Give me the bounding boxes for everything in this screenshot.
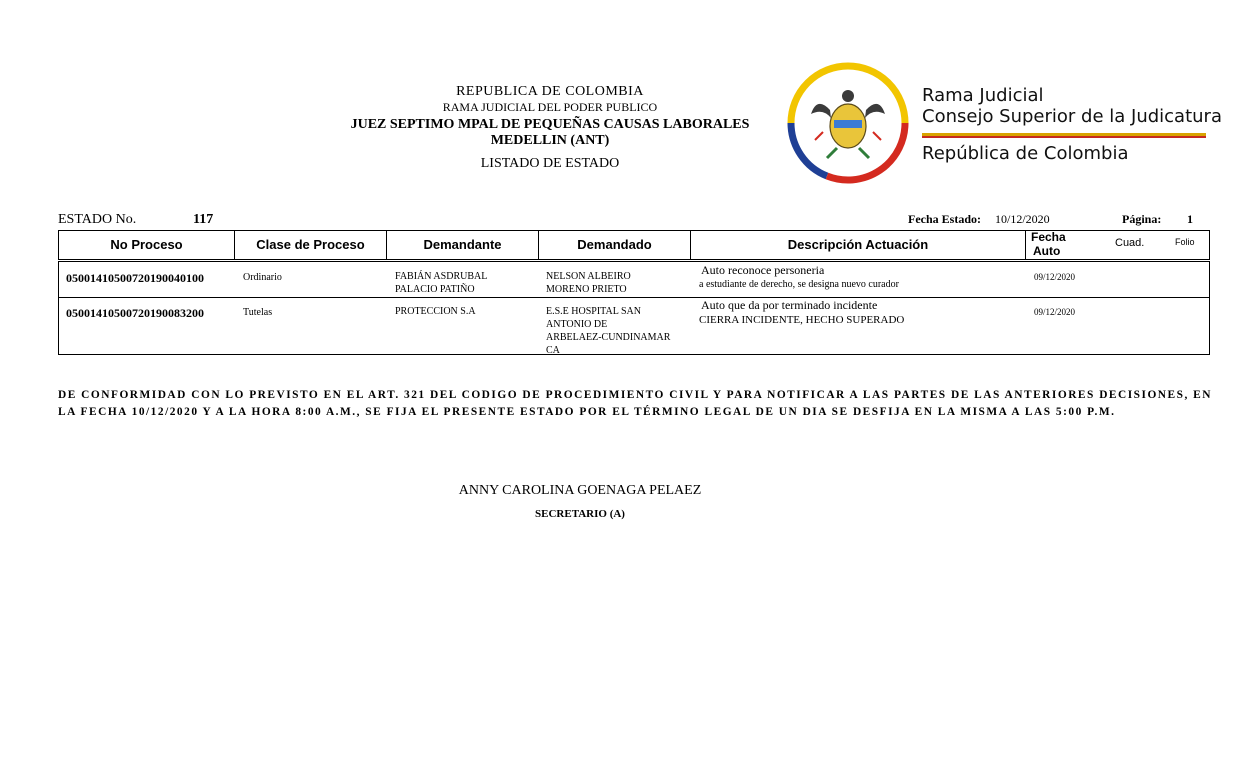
header-listado: LISTADO DE ESTADO [480,156,620,171]
row-demandado-1: NELSON ALBEIRO [546,271,631,282]
notification-notice: DE CONFORMIDAD CON LO PREVISTO EN EL ART. 321 DEL CODIGO DE PROCEDIMIENTO CIVIL Y PARA NOTIFICAR A LAS PARTES DE LAS ANTERIORES DECISIONES, EN LA FECHA 10/12/2020 Y A LA HORA 8:00 A.M., SE FIJA EL PRESENTE ESTADO POR EL TÉRMINO LEGAL DE UN DIA SE DESFIJA EN LA MISMA A LAS 5:00 P.M. [58,389,1212,418]
row-demandante-1: FABIÁN ASDRUBAL [395,271,488,282]
estado-label: ESTADO No. [58,212,137,227]
secretary-role: SECRETARIO (A) [535,508,625,520]
brand-divider-red [922,136,1206,138]
row-demandado-2: MORENO PRIETO [546,284,627,295]
header-republica: REPUBLICA DE COLOMBIA [456,84,644,99]
row-descripcion-2: a estudiante de derecho, se designa nuevo curador [699,279,899,290]
row-descripcion-1: Auto reconoce personeria [701,263,825,277]
row-descripcion-2: CIERRA INCIDENTE, HECHO SUPERADO [699,314,905,326]
table-row [59,262,1209,296]
row-clase: Ordinario [243,272,282,283]
row-demandante-1: PROTECCION S.A [395,306,476,317]
row-demandado-1: E.S.E HOSPITAL SAN [546,306,641,317]
col-header-demandado: Demandado [539,231,691,259]
col-header-demandante: Demandante [387,231,539,259]
pagina-label: Página: [1122,212,1162,226]
col-header-fecha-auto-1: Fecha [1031,230,1066,244]
estado-number: 117 [193,212,214,227]
col-header-clase: Clase de Proceso [235,231,387,259]
table-body [58,261,1210,355]
fecha-estado-value: 10/12/2020 [995,212,1050,226]
row-fecha-auto: 09/12/2020 [1034,272,1076,282]
row-proceso: 05001410500720190083200 [66,306,204,320]
row-demandante-2: PALACIO PATIÑO [395,284,475,295]
row-fecha-auto: 09/12/2020 [1034,307,1076,317]
row-demandado-2: ANTONIO DE [546,319,608,330]
secretary-name: ANNY CAROLINA GOENAGA PELAEZ [458,483,702,498]
row-demandado-4: CA [546,345,560,356]
table-header [58,230,1210,260]
row-demandado-3: ARBELAEZ-CUNDINAMAR [546,332,671,343]
col-header-folio: Folio [1175,237,1195,247]
fecha-estado-label: Fecha Estado: [908,212,981,226]
row-clase: Tutelas [243,307,273,318]
header-ciudad: MEDELLIN (ANT) [490,133,610,148]
header-rama-judicial: RAMA JUDICIAL DEL PODER PUBLICO [442,100,658,114]
header-juzgado: JUEZ SEPTIMO MPAL DE PEQUEÑAS CAUSAS LABORALES [350,117,750,132]
col-header-fecha-auto-2: Auto [1033,244,1061,258]
col-header-descripcion: Descripción Actuación [691,231,1026,259]
brand-country: República de Colombia [922,143,1129,164]
row-proceso: 05001410500720190040100 [66,271,204,285]
col-header-cuad: Cuad. [1115,237,1145,249]
rama-judicial-seal-logo [787,62,909,184]
col-header-proceso: No Proceso [59,231,235,259]
table-row [59,297,1209,355]
pagina-value: 1 [1187,212,1193,226]
brand-title: Rama Judicial [922,85,1044,106]
brand-subtitle: Consejo Superior de la Judicatura [922,106,1222,127]
row-descripcion-1: Auto que da por terminado incidente [701,298,878,312]
